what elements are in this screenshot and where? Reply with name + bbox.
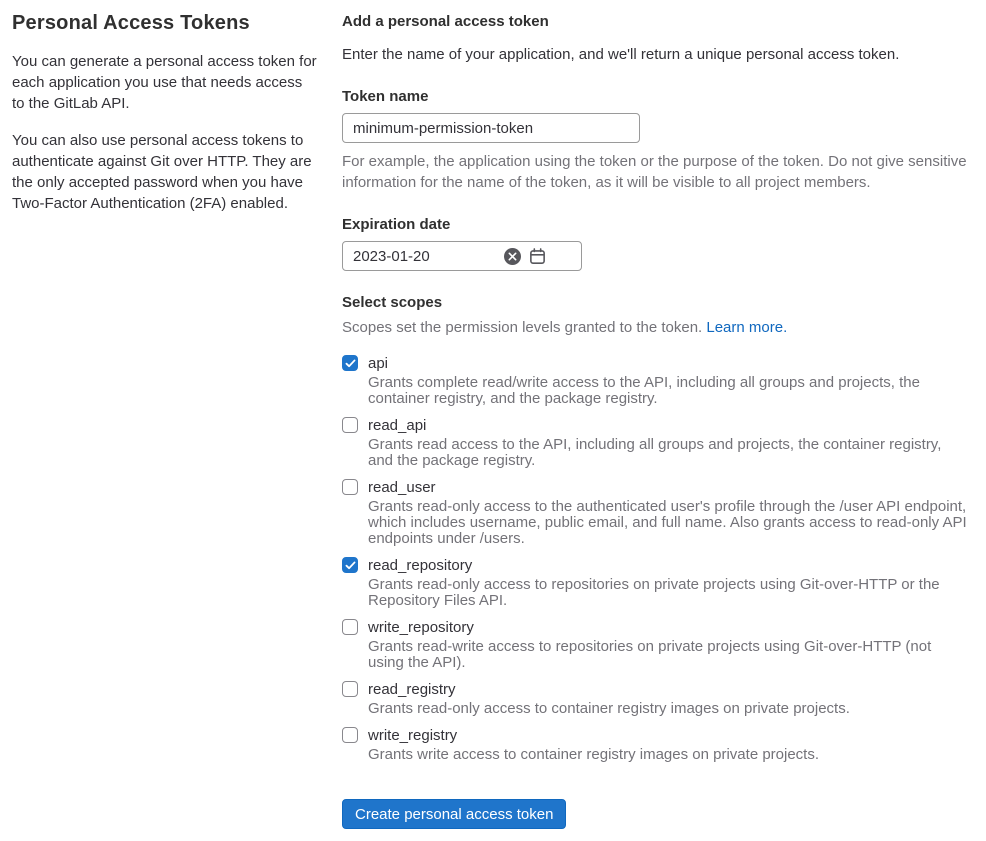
scope-checkbox-read_api[interactable]: [342, 417, 358, 433]
page-title: Personal Access Tokens: [12, 12, 250, 34]
scope-description: Grants read-write access to repositories on private projects using Git-over-HTTP (not using the API).: [368, 638, 932, 671]
description-paragraph-1: You can generate a personal access token for each application you use that needs access to the GitLab API.: [12, 53, 317, 112]
form-heading: Add a personal access token: [342, 13, 549, 30]
scope-checkbox-api[interactable]: [342, 355, 358, 371]
scope-description: Grants read access to the API, including all groups and projects, the container registry, and the package registry.: [368, 436, 942, 469]
scope-row-read_registry: [342, 679, 974, 717]
scopes-help-text: Scopes set the permission levels granted to the token.: [342, 319, 707, 336]
scope-label[interactable]: read_repository: [368, 556, 473, 574]
expiration-date-label: Expiration date: [342, 216, 451, 233]
scope-label[interactable]: write_registry: [368, 726, 458, 744]
scope-checkbox-write_registry[interactable]: [342, 727, 358, 743]
scope-label[interactable]: read_registry: [368, 680, 456, 698]
scope-checkbox-read_user[interactable]: [342, 479, 358, 495]
description-paragraph-2: You can also use personal access tokens to authenticate against Git over HTTP. They are the only accepted password when you have Two-Factor Authentication (2FA) enabled.: [12, 132, 312, 212]
clear-icon[interactable]: [503, 247, 521, 265]
expiration-date-field: [342, 241, 582, 271]
scope-description: Grants read-only access to the authenticated user's profile through the /user API endpoint, which includes username, public email, and full name. Also grants access to read-only API endpoints under /users.: [368, 498, 967, 547]
scope-checkbox-write_repository[interactable]: [342, 619, 358, 635]
expiration-date-input[interactable]: [343, 242, 503, 270]
scope-row-write_repository: [342, 617, 974, 671]
token-name-label: Token name: [342, 88, 429, 105]
scope-label[interactable]: api: [368, 354, 389, 372]
scopes-help: [342, 317, 974, 338]
scope-row-api: [342, 353, 974, 407]
scope-row-read_repository: [342, 555, 974, 609]
scope-description: Grants complete read/write access to the API, including all groups and projects, the container registry, and the package registry.: [368, 374, 920, 407]
scope-checkbox-read_repository[interactable]: [342, 557, 358, 573]
scope-row-write_registry: [342, 725, 974, 763]
scope-row-read_user: [342, 477, 974, 547]
scope-label[interactable]: read_api: [368, 416, 427, 434]
scope-description: Grants write access to container registry images on private projects.: [368, 746, 820, 763]
description-column: [12, 12, 318, 841]
calendar-icon[interactable]: [528, 247, 546, 265]
scope-checkbox-read_registry[interactable]: [342, 681, 358, 697]
scope-row-read_api: [342, 415, 974, 469]
create-token-button[interactable]: Create personal access token: [342, 799, 566, 829]
form-intro: Enter the name of your application, and we'll return a unique personal access token.: [342, 46, 900, 63]
scope-description: Grants read-only access to container registry images on private projects.: [368, 700, 850, 717]
scope-list: [342, 353, 974, 763]
token-form: [342, 12, 974, 841]
token-name-help: For example, the application using the token or the purpose of the token. Do not give sensitive information for the name of the token, as it will be visible to all project members.: [342, 153, 967, 191]
scope-label[interactable]: read_user: [368, 478, 436, 496]
select-scopes-label: Select scopes: [342, 294, 443, 311]
learn-more-link[interactable]: Learn more.: [706, 319, 788, 336]
scope-label[interactable]: write_repository: [368, 618, 474, 636]
scope-description: Grants read-only access to repositories on private projects using Git-over-HTTP or the Repository Files API.: [368, 576, 940, 609]
token-name-input[interactable]: [342, 113, 640, 143]
